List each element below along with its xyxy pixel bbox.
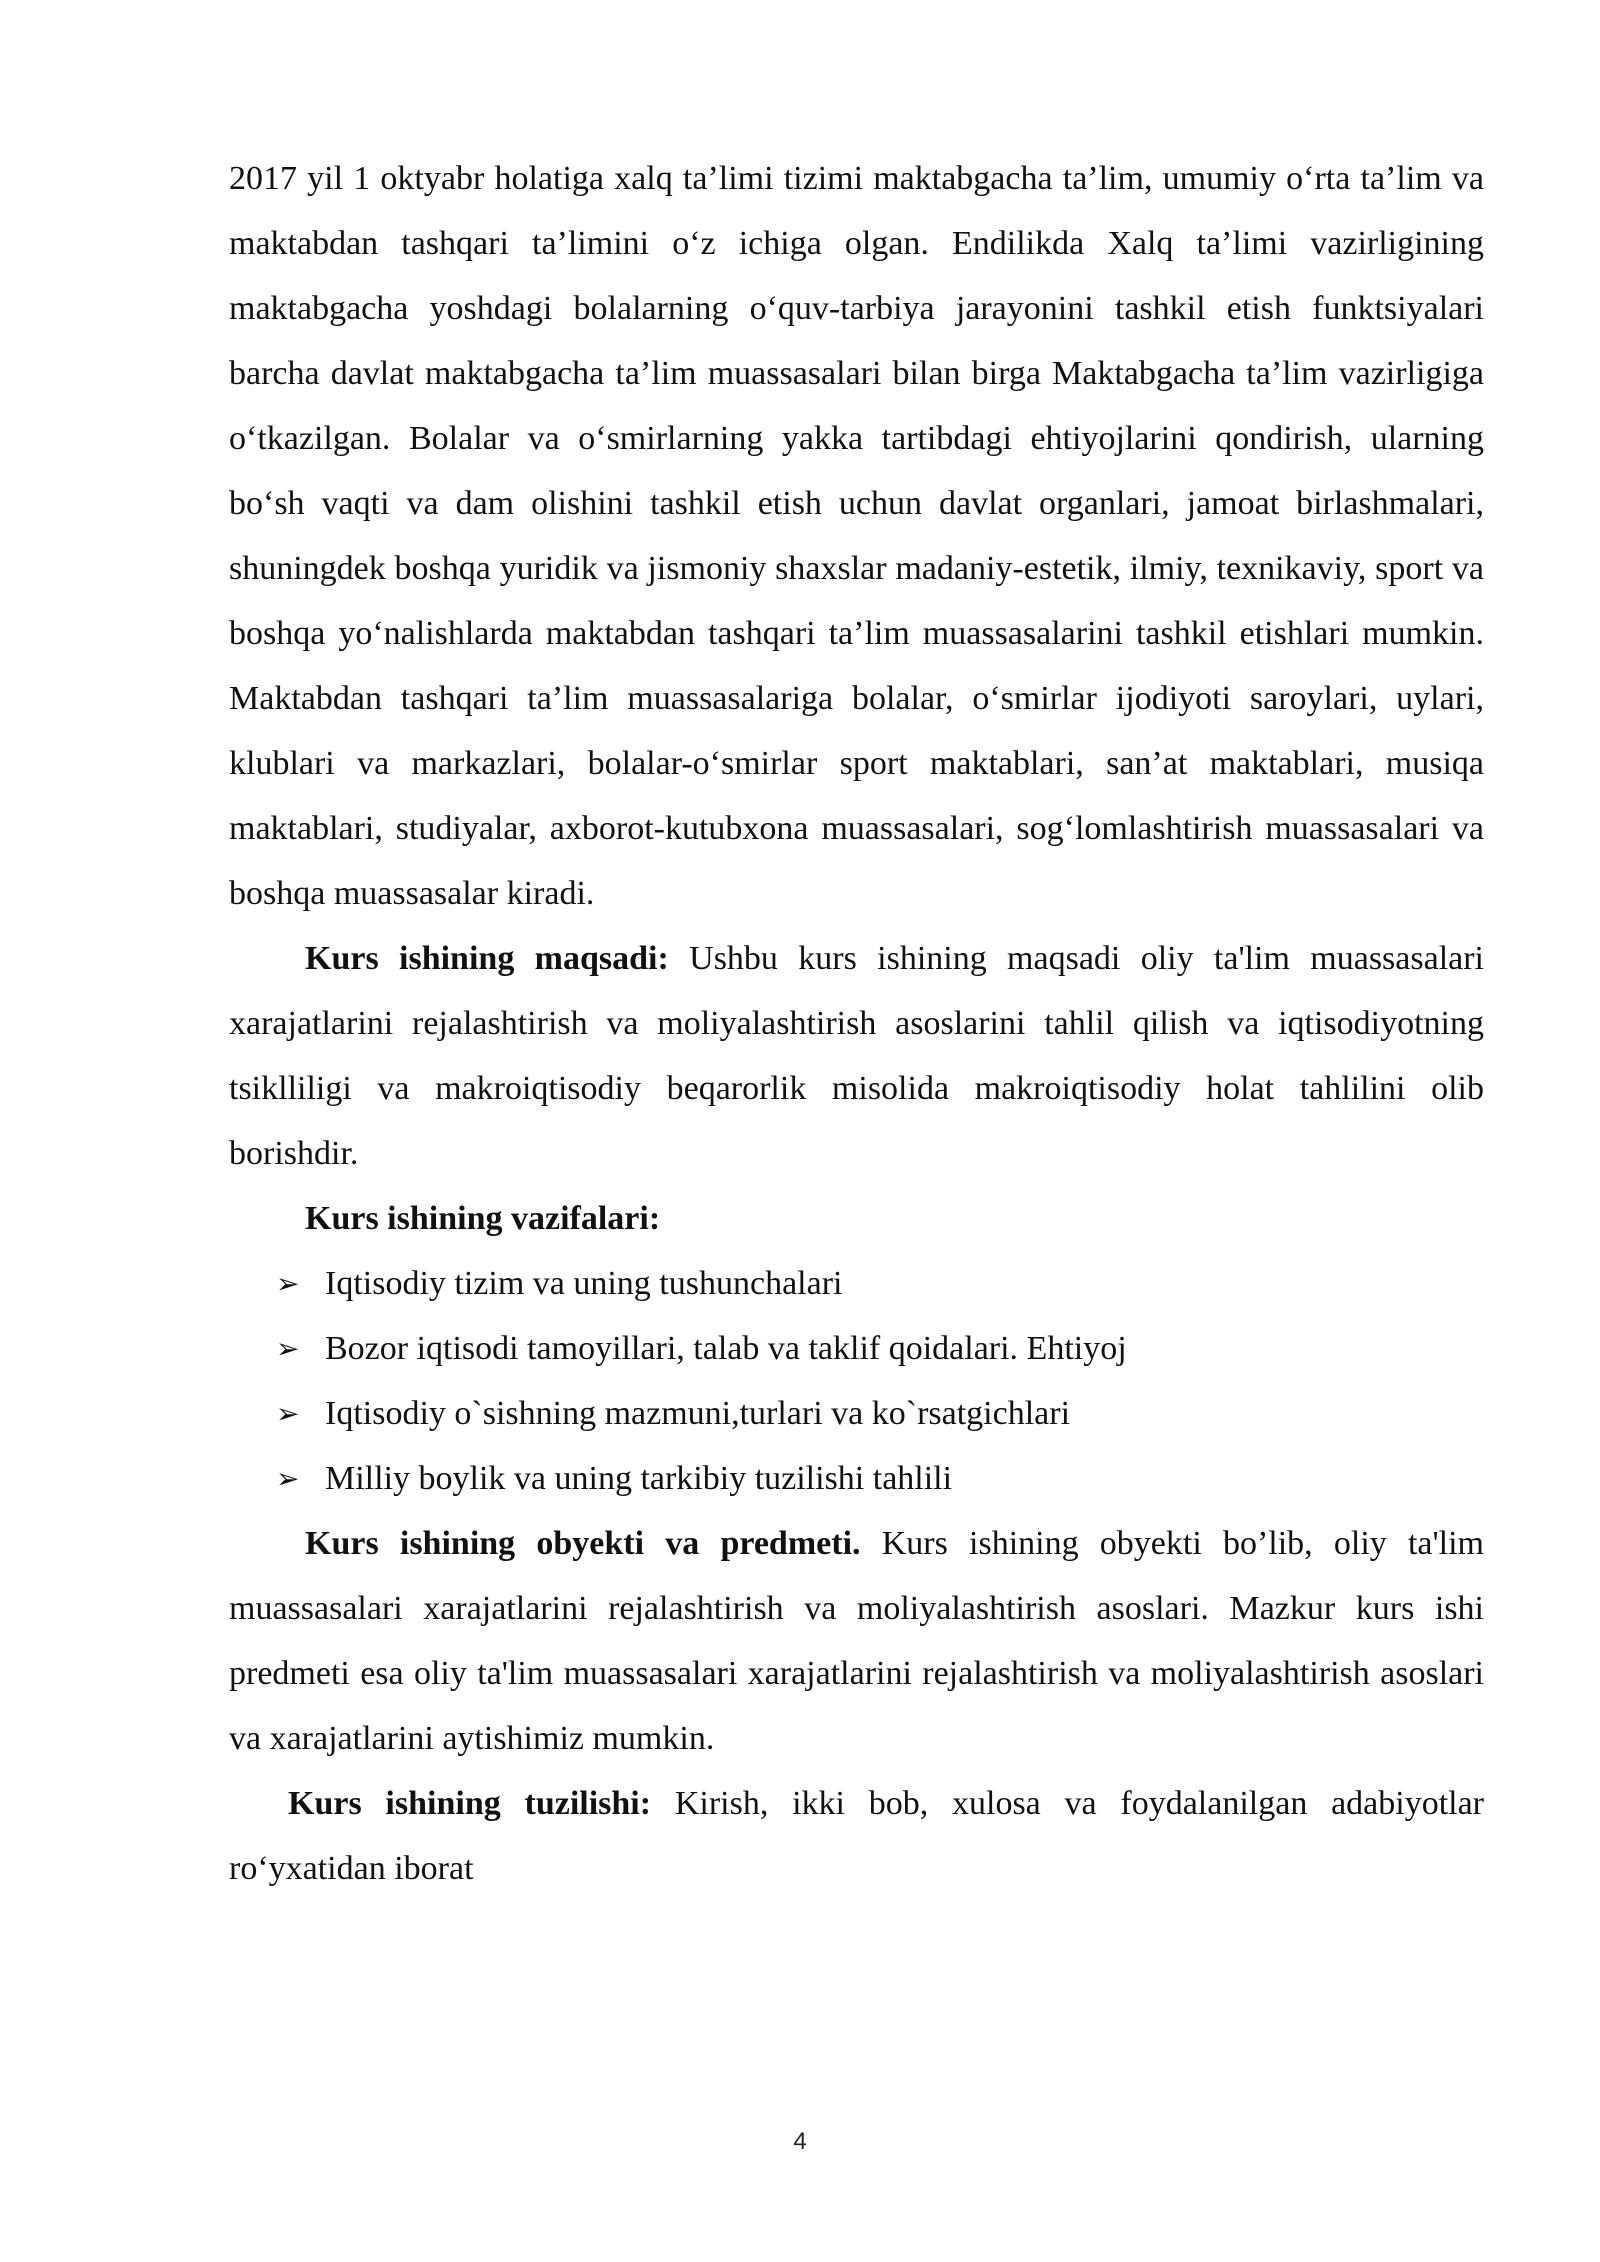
goal-paragraph: [229, 926, 1484, 1186]
tasks-list: [229, 1251, 1484, 1511]
goal-label: Kurs ishining maqsadi:: [305, 940, 669, 977]
object-paragraph: [229, 1511, 1484, 1771]
object-text: Kurs ishining obyekti bo’lib, oliy ta'lim muassasalari xarajatlarini rejalashtirish va moliyalashtirish asoslari. Mazkur kurs ishi predmeti esa oliy ta'lim muassasalari xarajatlarini rejalashtirish va moliyalashtirish asoslari va xarajatlarini aytishimiz mumkin.: [229, 1525, 1484, 1757]
task-text: Bozor iqtisodi tamoyillari, talab va taklif qoidalari. Ehtiyoj: [325, 1330, 1127, 1367]
object-label: Kurs ishining obyekti va predmeti.: [305, 1525, 861, 1562]
task-text: Iqtisodiy tizim va uning tushunchalari: [325, 1265, 843, 1302]
list-item: [229, 1251, 1484, 1316]
structure-label: Kurs ishining tuzilishi:: [288, 1785, 652, 1822]
arrow-bullet-icon: ➢: [276, 1397, 300, 1430]
page-number: 4: [793, 2128, 807, 2155]
arrow-bullet-icon: ➢: [276, 1332, 300, 1365]
task-text: Iqtisodiy o`sishning mazmuni,turlari va ko`rsatgichlari: [325, 1395, 1071, 1432]
arrow-bullet-icon: ➢: [276, 1267, 300, 1300]
intro-paragraph: 2017 yil 1 oktyabr holatiga xalq ta’limi tizimi maktabgacha ta’lim, umumiy oʻrta ta’lim va maktabdan tashqari ta’limini oʻz ichiga olgan. Endilikda Xalq ta’limi vazirligining maktabgacha yoshdagi bolalarning oʻquv-tarbiya jarayonini tashkil etish funktsiyalari barcha davlat maktabgacha ta’lim muassasalari bilan birga Maktabgacha ta’lim vazirligiga oʻtkazilgan. Bolalar va oʻsmirlarning yakka tartibdagi ehtiyojlarini qondirish, ularning boʻsh vaqti va dam olishini tashkil etish uchun davlat organlari, jamoat birlashmalari, shuningdek boshqa yuridik va jismoniy shaxslar madaniy-estetik, ilmiy, texnikaviy, sport va boshqa yoʻnalishlarda maktabdan tashqari ta’lim muassasalarini tashkil etishlari mumkin. Maktabdan tashqari ta’lim muassasalariga bolalar, oʻsmirlar ijodiyoti saroylari, uylari, klublari va markazlari, bolalar-oʻsmirlar sport maktablari, san’at maktablari, musiqa maktablari, studiyalar, axborot-kutubxona muassasalari, sogʻlomlashtirish muassasalari va boshqa muassasalar kiradi.: [229, 160, 1484, 912]
structure-text: Kirish, ikki bob, xulosa va foydalanilgan adabiyotlar roʻyxatidan iborat: [229, 1785, 1485, 1887]
list-item: [229, 1381, 1484, 1446]
structure-paragraph: [229, 1771, 1484, 1901]
task-text: Milliy boylik va uning tarkibiy tuzilishi tahlili: [325, 1460, 953, 1497]
arrow-bullet-icon: ➢: [276, 1462, 300, 1495]
tasks-heading-label: Kurs ishining vazifalari:: [305, 1200, 661, 1237]
list-item: [229, 1316, 1484, 1381]
goal-text: Ushbu kurs ishining maqsadi oliy ta'lim muassasalari xarajatlarini rejalashtirish va moliyalashtirish asoslarini tahlil qilish va iqtisodiyotning tsiklliligi va makroiqtisodiy beqarorlik misolida makroiqtisodiy holat tahlilini olib borishdir.: [229, 940, 1484, 1172]
list-item: [229, 1446, 1484, 1511]
page-body: [229, 146, 1484, 1901]
tasks-heading: [229, 1186, 1484, 1251]
